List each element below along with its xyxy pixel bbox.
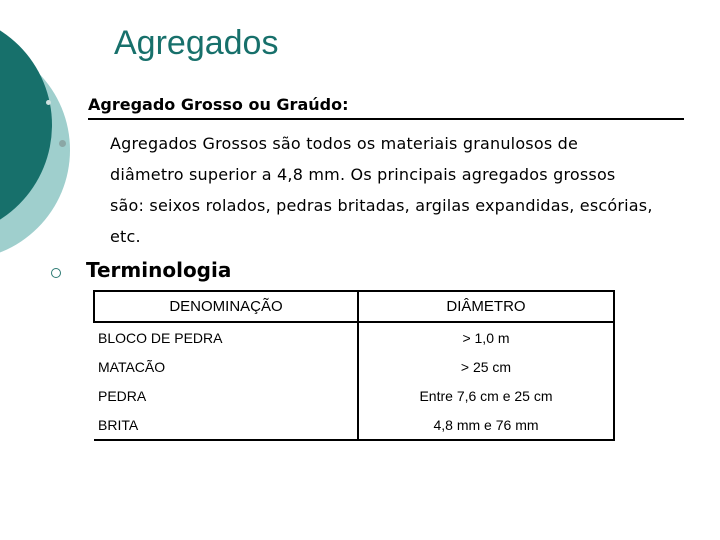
row-name: BRITA [94,410,358,440]
ring-bullet-icon [51,268,61,278]
column-header-diametro: DIÂMETRO [358,291,614,322]
bullet-dot-icon [46,100,51,105]
bullet-dot-icon [59,140,66,147]
section-heading: Agregado Grosso ou Graúdo: [88,95,349,114]
paragraph-line: são: seixos rolados, pedras britadas, argilas expandidas, escórias, [110,196,653,215]
row-name: MATACÃO [98,358,166,375]
row-diameter: Entre 7,6 cm e 25 cm [358,381,614,410]
column-header-denominacao: DENOMINAÇÃO [94,291,358,322]
row-diameter: > 1,0 m [358,322,614,352]
row-diameter: > 25 cm [358,352,614,381]
paragraph-line: etc. [110,227,141,246]
row-name: BLOCO DE PEDRA [98,329,223,346]
table-row [94,410,614,440]
heading-underline [88,118,684,120]
row-name: PEDRA [98,387,147,404]
paragraph-line: Agregados Grossos são todos os materiais granulosos de [110,134,579,153]
table-row [94,352,614,381]
definition-paragraph [110,128,690,252]
table-row [94,322,614,352]
row-diameter: 4,8 mm e 76 mm [358,410,614,440]
paragraph-line: diâmetro superior a 4,8 mm. Os principais agregados grossos [110,165,616,184]
terminology-table [93,290,615,441]
terminology-heading: Terminologia [86,258,232,282]
table-row [94,381,614,410]
slide-title: Agregados [114,24,279,62]
table-header-row [94,291,614,322]
